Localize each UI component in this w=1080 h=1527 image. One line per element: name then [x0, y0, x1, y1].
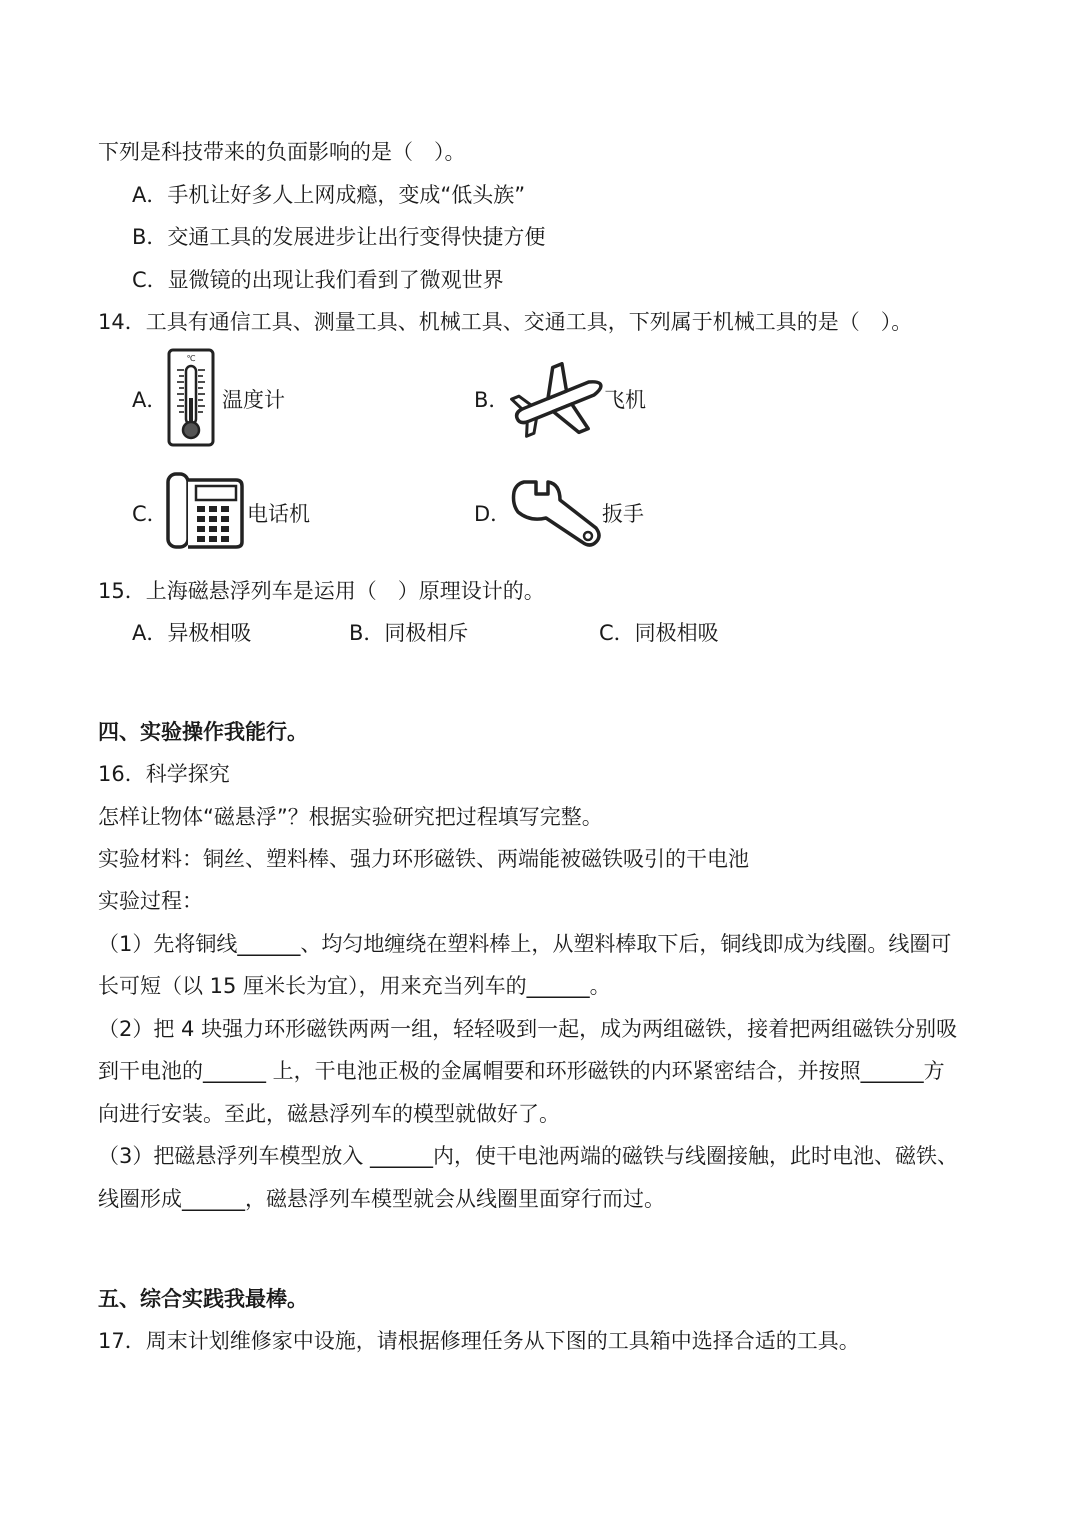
q15-stem: 15．上海磁悬浮列车是运用（ ）原理设计的。	[98, 579, 545, 603]
q14-option-c-letter: C．	[132, 502, 168, 526]
q16-process-label: 实验过程：	[98, 889, 203, 913]
q16-step2-line1: （2）把 4 块强力环形磁铁两两一组，轻轻吸到一起，成为两组磁铁，接着把两组磁铁分别吸	[98, 1017, 958, 1041]
airplane-icon	[508, 362, 608, 442]
q13-option-c: C．显微镜的出现让我们看到了微观世界	[132, 268, 504, 292]
q16-materials: 实验材料：铜丝、塑料棒、强力环形磁铁、两端能被磁铁吸引的干电池	[98, 847, 749, 871]
q15-option-c: C．同极相吸	[599, 621, 719, 645]
q16-intro: 怎样让物体“磁悬浮”？根据实验研究把过程填写完整。	[98, 805, 603, 829]
section-5-title: 五、综合实践我最棒。	[98, 1287, 308, 1311]
q16-title: 16．科学探究	[98, 762, 230, 786]
q16-step3-line1: （3）把磁悬浮列车模型放入 ______内，使干电池两端的磁铁与线圈接触，此时电池、磁铁、	[98, 1144, 959, 1168]
q15-option-a: A．异极相吸	[132, 621, 252, 645]
q13-option-b: B．交通工具的发展进步让出行变得快捷方便	[132, 225, 546, 249]
q14-option-d-text: 扳手	[602, 502, 644, 526]
wrench-icon	[510, 478, 602, 550]
q15-option-b: B．同极相斥	[349, 621, 469, 645]
q13-stem: 下列是科技带来的负面影响的是（ ）。	[98, 140, 466, 164]
q14-option-a-letter: A．	[132, 388, 168, 412]
section-4-title: 四、实验操作我能行。	[98, 720, 308, 744]
q16-step2-line3: 向进行安装。至此，磁悬浮列车的模型就做好了。	[98, 1102, 560, 1126]
q16-step2-line2: 到干电池的______ 上，干电池正极的金属帽要和环形磁铁的内环紧密结合，并按照______方	[98, 1059, 945, 1083]
telephone-icon	[166, 470, 244, 550]
q14-stem: 14．工具有通信工具、测量工具、机械工具、交通工具，下列属于机械工具的是（ ）。	[98, 310, 913, 334]
q17-stem: 17．周末计划维修家中设施，请根据修理任务从下图的工具箱中选择合适的工具。	[98, 1329, 860, 1353]
q14-option-b-letter: B．	[474, 388, 510, 412]
q16-step1-line2: 长可短（以 15 厘米长为宜），用来充当列车的______。	[98, 974, 611, 998]
q14-option-d-letter: D．	[474, 502, 512, 526]
thermometer-unit-label: ℃	[186, 354, 196, 363]
q14-option-c-text: 电话机	[247, 502, 310, 526]
q14-option-b-text: 飞机	[604, 388, 646, 412]
q13-option-a: A．手机让好多人上网成瘾，变成“低头族”	[132, 183, 526, 207]
q16-step3-line2: 线圈形成______，磁悬浮列车模型就会从线圈里面穿行而过。	[98, 1187, 665, 1211]
q16-step1-line1: （1）先将铜线______、均匀地缠绕在塑料棒上，从塑料棒取下后，铜线即成为线圈。线圈可	[98, 932, 952, 956]
q14-option-a-text: 温度计	[222, 388, 285, 412]
thermometer-icon	[166, 348, 216, 448]
